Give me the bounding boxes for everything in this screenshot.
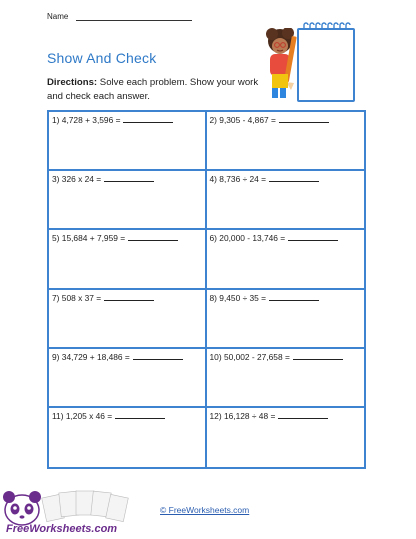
kid-with-pencil-icon: [258, 28, 306, 102]
directions: [47, 76, 272, 104]
problem-expression: 326 x 24 =: [61, 174, 102, 185]
problem-expression: 9,305 - 4,867 =: [219, 115, 276, 125]
answer-blank[interactable]: [269, 293, 319, 301]
problem-expression: 508 x 37 =: [61, 292, 102, 303]
problem-cell[interactable]: [49, 230, 207, 289]
problem-number: 7): [52, 292, 60, 303]
answer-blank[interactable]: [278, 411, 328, 419]
problem-expression: 20,000 - 13,746 =: [219, 233, 286, 244]
problem-cell[interactable]: [49, 290, 207, 349]
problem-number: 12): [209, 410, 222, 421]
problem-number: 4): [209, 174, 217, 185]
problem-number: 9): [52, 351, 60, 362]
problem-expression: 50,002 - 27,658 =: [223, 351, 290, 362]
answer-blank[interactable]: [104, 293, 154, 301]
directions-text: Solve each problem. Show your work and check each answer.: [47, 77, 259, 102]
answer-blank[interactable]: [115, 411, 165, 419]
problem-cell[interactable]: [49, 408, 207, 467]
name-label: Name: [47, 12, 69, 21]
problem-cell[interactable]: [49, 171, 207, 230]
problem-expression: 15,684 + 7,959 =: [61, 233, 126, 244]
problem-number: 11): [52, 410, 64, 421]
problem-expression: 9,450 ÷ 35 =: [219, 292, 267, 303]
problem-cell[interactable]: [207, 290, 365, 349]
problem-cell[interactable]: [207, 171, 365, 230]
problem-cell[interactable]: [49, 112, 207, 171]
problem-expression: 16,128 ÷ 48 =: [223, 410, 276, 421]
name-field[interactable]: [76, 20, 192, 21]
answer-blank[interactable]: [288, 233, 338, 241]
problem-number: 1): [52, 115, 60, 125]
answer-blank[interactable]: [104, 174, 154, 182]
logo-text: FreeWorksheets.com: [6, 523, 118, 535]
answer-blank[interactable]: [128, 233, 178, 241]
problem-cell[interactable]: [207, 112, 365, 171]
problem-number: 5): [52, 233, 60, 244]
problem-number: 8): [209, 292, 217, 303]
problem-expression: 34,729 + 18,486 =: [61, 351, 130, 362]
problem-expression: 1,205 x 46 =: [65, 410, 113, 421]
problem-cell[interactable]: [207, 408, 365, 467]
problem-cell[interactable]: [49, 349, 207, 408]
directions-label: Directions:: [47, 77, 98, 88]
problem-grid: [47, 110, 366, 469]
problem-number: 10): [209, 351, 222, 362]
problem-number: 2): [209, 115, 217, 125]
answer-blank[interactable]: [123, 115, 173, 123]
problem-expression: 8,736 ÷ 24 =: [219, 174, 267, 185]
problem-number: 6): [209, 233, 217, 244]
problem-cell[interactable]: [207, 349, 365, 408]
answer-blank[interactable]: [293, 352, 343, 360]
problem-cell[interactable]: [207, 230, 365, 289]
answer-blank[interactable]: [133, 352, 183, 360]
answer-blank[interactable]: [279, 115, 329, 123]
copyright-link[interactable]: © FreeWorksheets.com: [160, 505, 250, 515]
answer-blank[interactable]: [269, 174, 319, 182]
worksheet-title: Show And Check: [47, 50, 157, 66]
problem-number: 3): [52, 174, 60, 185]
problem-expression: 4,728 + 3,596 =: [61, 115, 121, 125]
